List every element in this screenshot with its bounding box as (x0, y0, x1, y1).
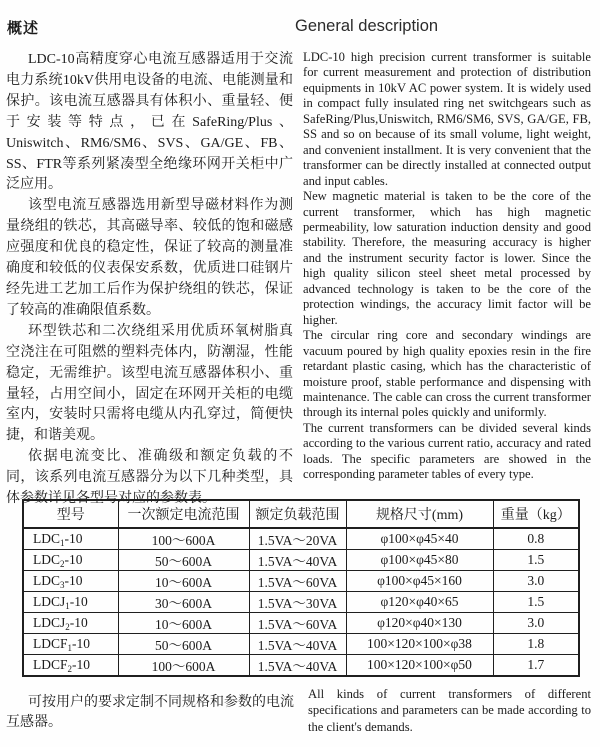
current-range-cell: 50～600A (118, 550, 249, 571)
weight-cell: 1.5 (493, 592, 579, 613)
model-base: LDC (33, 573, 60, 588)
footnote-english: All kinds of current transformers of different specifications and parameters can be made according to the client's demands. (308, 687, 591, 734)
column-header-model: 型号 (23, 500, 118, 528)
model-base: LDC (33, 531, 60, 546)
current-range-cell: 100～600A (118, 655, 249, 677)
model-cell (23, 634, 118, 655)
current-range-cell: 100～600A (118, 528, 249, 550)
paragraph-zh-3: 环型铁芯和二次绕组采用优质环氧树脂真空浇注在可阻燃的塑料壳体内，防潮湿，性能稳定，无需维护。该型电流互感器体积小、重量轻，占用空间小，固定在环网开关柜的电缆室内，安装时只需将电缆从内孔穿过，简便快捷，和谐美观。 (6, 323, 293, 444)
model-subscript: 2 (65, 622, 70, 632)
dimensions-cell: φ100×φ45×80 (346, 550, 493, 571)
model-cell (23, 613, 118, 634)
model-suffix: -10 (69, 615, 88, 630)
load-range-cell: 1.5VA～60VA (249, 613, 346, 634)
model-suffix: -10 (64, 531, 83, 546)
model-suffix: -10 (64, 552, 83, 567)
column-header-dimensions: 规格尺寸(mm) (346, 500, 493, 528)
table-row (23, 528, 579, 550)
load-range-cell: 1.5VA～30VA (249, 592, 346, 613)
paragraph-zh-2: 该型电流互感器选用新型导磁材料作为测量绕组的铁芯，其高磁导率、较低的饱和磁感应强度和优良的稳定性，保证了较高的测量准确度和较低的仪表保安系数，优质进口硅钢片经先进工艺加工后作为保护绕组的铁芯，保证了较高的准确限值系数。 (6, 198, 293, 318)
model-cell (23, 592, 118, 613)
load-range-cell: 1.5VA～40VA (249, 550, 346, 571)
weight-cell: 1.5 (493, 550, 579, 571)
table-row (23, 655, 579, 677)
model-cell (23, 655, 118, 677)
weight-cell: 0.8 (493, 528, 579, 550)
model-subscript: 1 (65, 601, 70, 611)
model-base: LDCF (33, 636, 68, 651)
load-range-cell: 1.5VA～40VA (249, 634, 346, 655)
model-suffix: -10 (69, 594, 88, 609)
paragraph-zh-1: LDC-10高精度穿心电流互感器适用于交流电力系统10kV供用电设备的电流、电能测量和保护。该电流互感器具有体积小、重量轻、便于安装等特点，已在SafeRing/Plus、Uniswitch、RM6/SM6、SVS、GA/GE、FB、SS、FTR等系列紧凑型全绝缘环网开关柜中广泛应用。 (6, 52, 293, 193)
weight-cell: 3.0 (493, 613, 579, 634)
weight-cell: 3.0 (493, 571, 579, 592)
model-cell (23, 528, 118, 550)
model-base: LDC (33, 552, 60, 567)
dimensions-cell: φ100×φ45×40 (346, 528, 493, 550)
english-text-column (303, 50, 591, 483)
load-range-cell: 1.5VA～60VA (249, 571, 346, 592)
current-range-cell: 30～600A (118, 592, 249, 613)
table-row (23, 550, 579, 571)
model-subscript: 2 (67, 664, 73, 674)
paragraph-en-1: LDC-10 high precision current transformer is suitable for current measurement and protection of distribution equipments in 10kV AC power system. It is widely used in compact fully insulated ring net switchgears such as SafeRing/Plus,Uniswitch, RM6/SM6, SVS, GA/GE, FB, SS and so on because of its small volume, light weight, and convenient installment. It is very convenient that the transformer can be directly installed at connected output and input cables. (303, 50, 591, 188)
paragraph-en-3: The circular ring core and secondary windings are vacuum poured by high quality epoxies resin in the fire retardant plastic casing, which has the characteristic of moisture proof, stable performance and dispensing with maintenance. The cable can cross the current transformer through its internal poles quickly and uniformly. (303, 328, 591, 420)
weight-cell: 1.7 (493, 655, 579, 677)
table-header-row (23, 500, 579, 528)
model-base: LDCJ (33, 594, 66, 609)
dimensions-cell: φ100×φ45×160 (346, 571, 493, 592)
current-range-cell: 10～600A (118, 613, 249, 634)
model-subscript: 2 (60, 559, 65, 569)
model-subscript: 1 (67, 643, 73, 653)
dimensions-cell: 100×120×100×φ38 (346, 634, 493, 655)
current-range-cell: 10～600A (118, 571, 249, 592)
dimensions-cell: 100×120×100×φ50 (346, 655, 493, 677)
paragraph-en-2: New magnetic material is taken to be the core of the current transformer, which has high magnetic permeability, low saturation induction density and good stability. Therefore, the measuring accuracy is higher and the instrument security factor is lower. Since the high quality silicon steel sheet metal processed by advanced technology is taken to be the core of the protection windings, the accuracy limit factor will be higher. (303, 189, 591, 327)
model-suffix: -10 (72, 657, 91, 672)
model-suffix: -10 (64, 573, 83, 588)
paragraph-en-4: The current transformers can be divided several kinds according to the various current ratio, accuracy and rated loads. The specific parameters are showed in the corresponding parameter tables of every type. (303, 420, 591, 482)
table-row (23, 571, 579, 592)
model-suffix: -10 (72, 636, 91, 651)
paragraph-zh-4: 依据电流变比、准确级和额定负载的不同，该系列电流互感器分为以下几种类型，具体参数详见各型号对应的参数表。 (6, 449, 293, 507)
model-subscript: 1 (60, 538, 65, 548)
model-subscript: 3 (60, 580, 65, 590)
section-heading-english: General description (295, 17, 439, 35)
table-row (23, 613, 579, 634)
weight-cell: 1.8 (493, 634, 579, 655)
table-row (23, 634, 579, 655)
current-range-cell: 50～600A (118, 634, 249, 655)
table-row (23, 592, 579, 613)
footnote-chinese: 可按用户的要求定制不同规格和参数的电流互感器。 (6, 695, 294, 730)
section-heading-chinese: 概述 (7, 20, 40, 37)
specification-table (22, 499, 580, 677)
load-range-cell: 1.5VA～40VA (249, 655, 346, 677)
model-base: LDCJ (33, 615, 66, 630)
dimensions-cell: φ120×φ40×130 (346, 613, 493, 634)
model-base: LDCF (33, 657, 68, 672)
model-cell (23, 571, 118, 592)
column-header-current-range: 一次额定电流范围 (118, 500, 249, 528)
column-header-weight: 重量（kg） (493, 500, 579, 528)
load-range-cell: 1.5VA～20VA (249, 528, 346, 550)
column-header-load-range: 额定负载范围 (249, 500, 346, 528)
chinese-text-column (6, 50, 293, 510)
dimensions-cell: φ120×φ40×65 (346, 592, 493, 613)
model-cell (23, 550, 118, 571)
